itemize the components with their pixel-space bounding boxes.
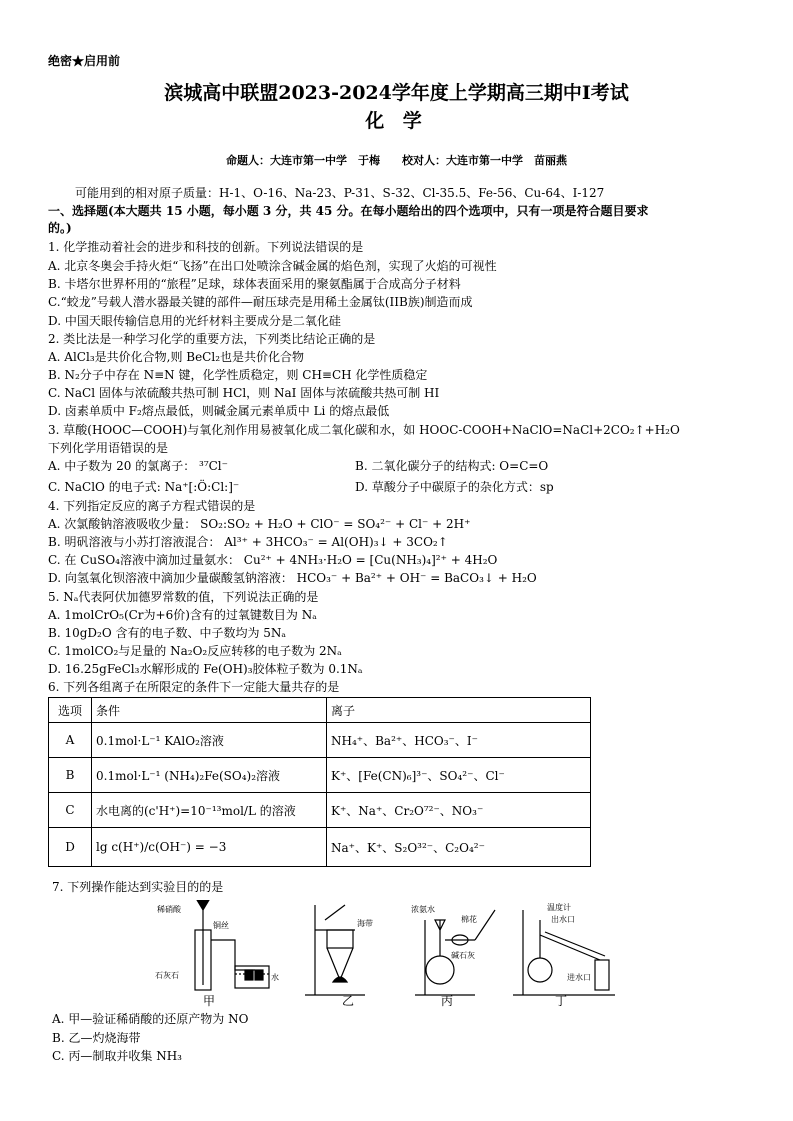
table-row [49, 793, 591, 828]
q7-option-b: B. 乙—灼烧海带 [52, 1031, 141, 1045]
table-cell: A [49, 723, 92, 758]
figure-label-yi: 乙 [342, 994, 355, 1008]
q2-option-a: A. AlCl₃是共价化合物,则 BeCl₂也是共价化合物 [48, 350, 305, 364]
table-cell: B [49, 758, 92, 793]
q1-stem: 1. 化学推动着社会的进步和科技的创新。下列说法错误的是 [48, 240, 364, 254]
figure-text: 出水口 [551, 915, 575, 924]
q3-option-a: A. 中子数为 20 的氯离子： ³⁷Cl⁻ [48, 459, 228, 473]
q4-option-c: C. 在 CuSO₄溶液中滴加过量氨水： Cu²⁺ + 4NH₃·H₂O = [Cu(NH₃)₄]²⁺ + 4H₂O [48, 553, 498, 567]
table-row [49, 723, 591, 758]
q2-option-b: B. N₂分子中存在 N≡N 键，化学性质稳定，则 CH≡CH 化学性质稳定 [48, 368, 428, 382]
table-header-cell: 离子 [327, 698, 591, 723]
q2-option-d: D. 卤素单质中 F₂熔点最低，则碱金属元素单质中 Li 的熔点最低 [48, 404, 390, 418]
figure-text: 温度计 [547, 903, 571, 912]
table-header-cell: 选项 [49, 698, 92, 723]
q5-option-b: B. 10gD₂O 含有的电子数、中子数均为 5Nₐ [48, 626, 287, 640]
subject-title: 化 学 [365, 110, 428, 132]
exam-title: 滨城高中联盟2023-2024学年度上学期高三期中Ⅰ考试 [164, 82, 629, 104]
figure-label-jia: 甲 [203, 994, 216, 1008]
figure-text: 碱石灰 [451, 951, 475, 960]
figure-text: 浓氨水 [411, 905, 435, 914]
q3-option-c: C. NaClO 的电子式: Na⁺[:Ö:Cl:]⁻ [48, 480, 240, 494]
figure-jia [155, 900, 279, 990]
q5-option-d: D. 16.25gFeCl₃水解形成的 Fe(OH)₃胶体粒子数为 0.1Nₐ [48, 662, 363, 676]
q3-option-d: D. 草酸分子中碳原子的杂化方式：sp [355, 480, 554, 494]
section-heading: 一、选择题(本大题共 15 小题，每小题 3 分，共 45 分。在每小题给出的四个选项中，只有一项是符合题目要求 [48, 204, 649, 218]
table-cell: 水电离的(c'H⁺)=10⁻¹³mol/L 的溶液 [92, 793, 327, 828]
table-cell: K⁺、Na⁺、Cr₂O⁷²⁻、NO₃⁻ [327, 793, 591, 828]
figure-text: 进水口 [567, 973, 591, 982]
q1-option-a: A. 北京冬奥会手持火炬“飞扬”在出口处喷涂含碱金属的焰色剂，实现了火焰的可视性 [48, 259, 497, 273]
q6-stem: 6. 下列各组离子在所限定的条件下一定能大量共存的是 [48, 680, 340, 694]
q1-option-b: B. 卡塔尔世界杯用的“旅程”足球，球体表面采用的聚氨酯属于合成高分子材料 [48, 277, 461, 291]
q2-option-c: C. NaCl 固体与浓硫酸共热可制 HCl，则 NaI 固体与浓硫酸共热可制 HI [48, 386, 440, 400]
table-cell: D [49, 828, 92, 867]
q7-option-c: C. 丙—制取并收集 NH₃ [52, 1049, 182, 1063]
figure-text: 铜丝 [213, 921, 229, 930]
q3-option-b: B. 二氧化碳分子的结构式: O=C=O [355, 459, 549, 473]
figure-text: 水 [271, 973, 279, 982]
table-header-cell: 条件 [92, 698, 327, 723]
q7-stem: 7. 下列操作能达到实验目的的是 [52, 880, 224, 894]
table-header-row [49, 698, 591, 723]
table-cell: 0.1mol·L⁻¹ (NH₄)₂Fe(SO₄)₂溶液 [92, 758, 327, 793]
authors-line: 命题人：大连市第一中学 于梅 校对人：大连市第一中学 苗丽燕 [226, 154, 567, 167]
figure-ding [513, 902, 615, 995]
q7-option-a: A. 甲—验证稀硝酸的还原产物为 NO [52, 1012, 249, 1026]
q1-option-d: D. 中国天眼传输信息用的光纤材料主要成分是二氧化硅 [48, 314, 341, 328]
q2-stem: 2. 类比法是一种学习化学的重要方法，下列类比结论正确的是 [48, 332, 376, 346]
atomic-masses: 可能用到的相对原子质量：H-1、O-16、Na-23、P-31、S-32、Cl-35.5、Fe-56、Cu-64、I-127 [75, 186, 605, 200]
q6-table [48, 697, 591, 867]
lab-apparatus-figures [155, 900, 615, 1010]
q5-option-a: A. 1molCrO₅(Cr为+6价)含有的过氧键数目为 Nₐ [48, 608, 317, 622]
table-cell: lg c(H⁺)/c(OH⁻) = −3 [92, 828, 327, 867]
table-row [49, 758, 591, 793]
q4-option-b: B. 明矾溶液与小苏打溶液混合： Al³⁺ + 3HCO₃⁻ = Al(OH)₃↓ + 3CO₂↑ [48, 535, 448, 549]
q3-stem-cont: 下列化学用语错误的是 [48, 441, 169, 455]
table-cell: C [49, 793, 92, 828]
figure-yi [305, 905, 373, 995]
table-row [49, 828, 591, 867]
q5-stem: 5. Nₐ代表阿伏加德罗常数的值，下列说法正确的是 [48, 590, 319, 604]
table-cell: K⁺、[Fe(CN)₆]³⁻、SO₄²⁻、Cl⁻ [327, 758, 591, 793]
figure-text: 海带 [357, 919, 373, 928]
table-cell: Na⁺、K⁺、S₂O³²⁻、C₂O₄²⁻ [327, 828, 591, 867]
figure-bing [411, 904, 495, 995]
figure-text: 稀硝酸 [157, 905, 181, 914]
figure-label-bing: 丙 [441, 994, 454, 1008]
q1-option-c: C.“蛟龙”号载人潜水器最关键的部件—耐压球壳是用稀土金属钛(IIB族)制造而成 [48, 295, 473, 309]
q5-option-c: C. 1molCO₂与足量的 Na₂O₂反应转移的电子数为 2Nₐ [48, 644, 342, 658]
figure-label-ding: 丁 [555, 994, 568, 1008]
table-cell: 0.1mol·L⁻¹ KAlO₂溶液 [92, 723, 327, 758]
q4-stem: 4. 下列指定反应的离子方程式错误的是 [48, 499, 256, 513]
secret-label: 绝密★启用前 [48, 54, 121, 68]
section-heading-cont: 的。) [48, 221, 72, 235]
q3-stem: 3. 草酸(HOOC—COOH)与氧化剂作用易被氧化成二氧化碳和水，如 HOOC-COOH+NaClO=NaCl+2CO₂↑+H₂O [48, 423, 680, 437]
q4-option-a: A. 次氯酸钠溶液吸收少量： SO₂:SO₂ + H₂O + ClO⁻ = SO₄²⁻ + Cl⁻ + 2H⁺ [48, 517, 471, 531]
q4-option-d: D. 向氢氧化钡溶液中滴加少量碳酸氢钠溶液： HCO₃⁻ + Ba²⁺ + OH⁻ = BaCO₃↓ + H₂O [48, 571, 537, 585]
figure-text: 石灰石 [155, 971, 179, 980]
table-cell: NH₄⁺、Ba²⁺、HCO₃⁻、I⁻ [327, 723, 591, 758]
figure-text: 棉花 [461, 915, 477, 924]
